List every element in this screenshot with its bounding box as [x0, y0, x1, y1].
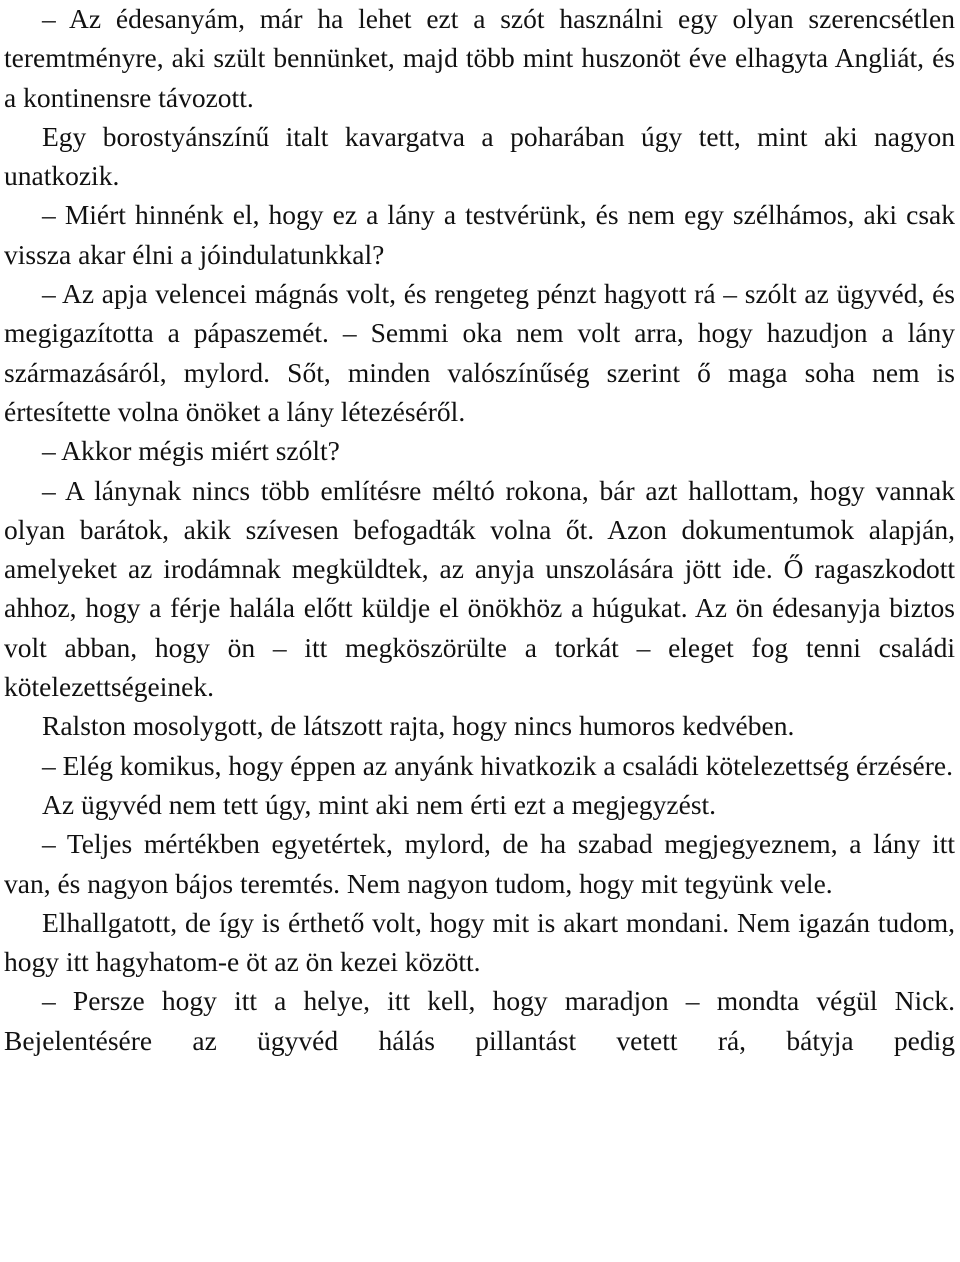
paragraph: Elhallgatott, de így is érthető volt, hogy mit is akart mondani. Nem igazán tudom, hogy itt hagyhatom-e öt az ön kezei között.: [4, 906, 955, 978]
paragraph: – Akkor mégis miért szólt?: [42, 435, 340, 467]
paragraph: – Elég komikus, hogy éppen az anyánk hivatkozik a családi kötelezettség érzésére.: [42, 749, 953, 781]
paragraph: Az ügyvéd nem tett úgy, mint aki nem érti ezt a megjegyzést.: [42, 788, 717, 820]
paragraph: – Teljes mértékben egyetértek, mylord, de ha szabad megjegyeznem, a lány itt van, és nagyon bájos teremtés. Nem nagyon tudom, hogy mit tegyünk vele.: [4, 828, 955, 899]
paragraph: – Miért hinnénk el, hogy ez a lány a testvérünk, és nem egy szélhámos, aki csak vissza akar élni a jóindulatunkkal?: [4, 199, 955, 270]
paragraph: Egy borostyánszínű italt kavargatva a poharában úgy tett, mint aki nagyon unatkozik.: [4, 120, 955, 192]
body-text: [4, 0, 955, 1060]
paragraph: Ralston mosolygott, de látszott rajta, hogy nincs humoros kedvében.: [42, 710, 795, 742]
paragraph: – Persze hogy itt a helye, itt kell, hogy maradjon – mondta végül Nick. Bejelentésére az ügyvéd hálás pillantást vetett rá, bátyja pedig: [4, 985, 955, 1056]
paragraph: – A lánynak nincs több említésre méltó rokona, bár azt hallottam, hogy vannak olyan barátok, akik szívesen befogadták volna őt. Azon dokumentumok alapján, amelyeket az irodámnak megküldtek, az anyja unszolására jött ide. Ő ragaszkodott ahhoz, hogy a férje halála előtt küldje el önökhöz a húgukat. Az ön édesanyja biztos volt abban, hogy ön – itt megköszörülte a torkát – eleget fog tenni családi kötelezettségeinek.: [4, 474, 955, 703]
paragraph: – Az apja velencei mágnás volt, és rengeteg pénzt hagyott rá – szólt az ügyvéd, és megigazította a pápaszemét. – Semmi oka nem volt arra, hogy hazudjon a lány származásáról, mylord. Sőt, minden valószínűség szerint ő maga soha nem is értesítette volna önöket a lány létezéséről.: [4, 278, 955, 427]
paragraph: – Az édesanyám, már ha lehet ezt a szót használni egy olyan szerencsétlen teremtményre, aki szült bennünket, majd több mint huszonöt éve elhagyta Angliát, és a kontinensre távozott.: [4, 3, 955, 113]
